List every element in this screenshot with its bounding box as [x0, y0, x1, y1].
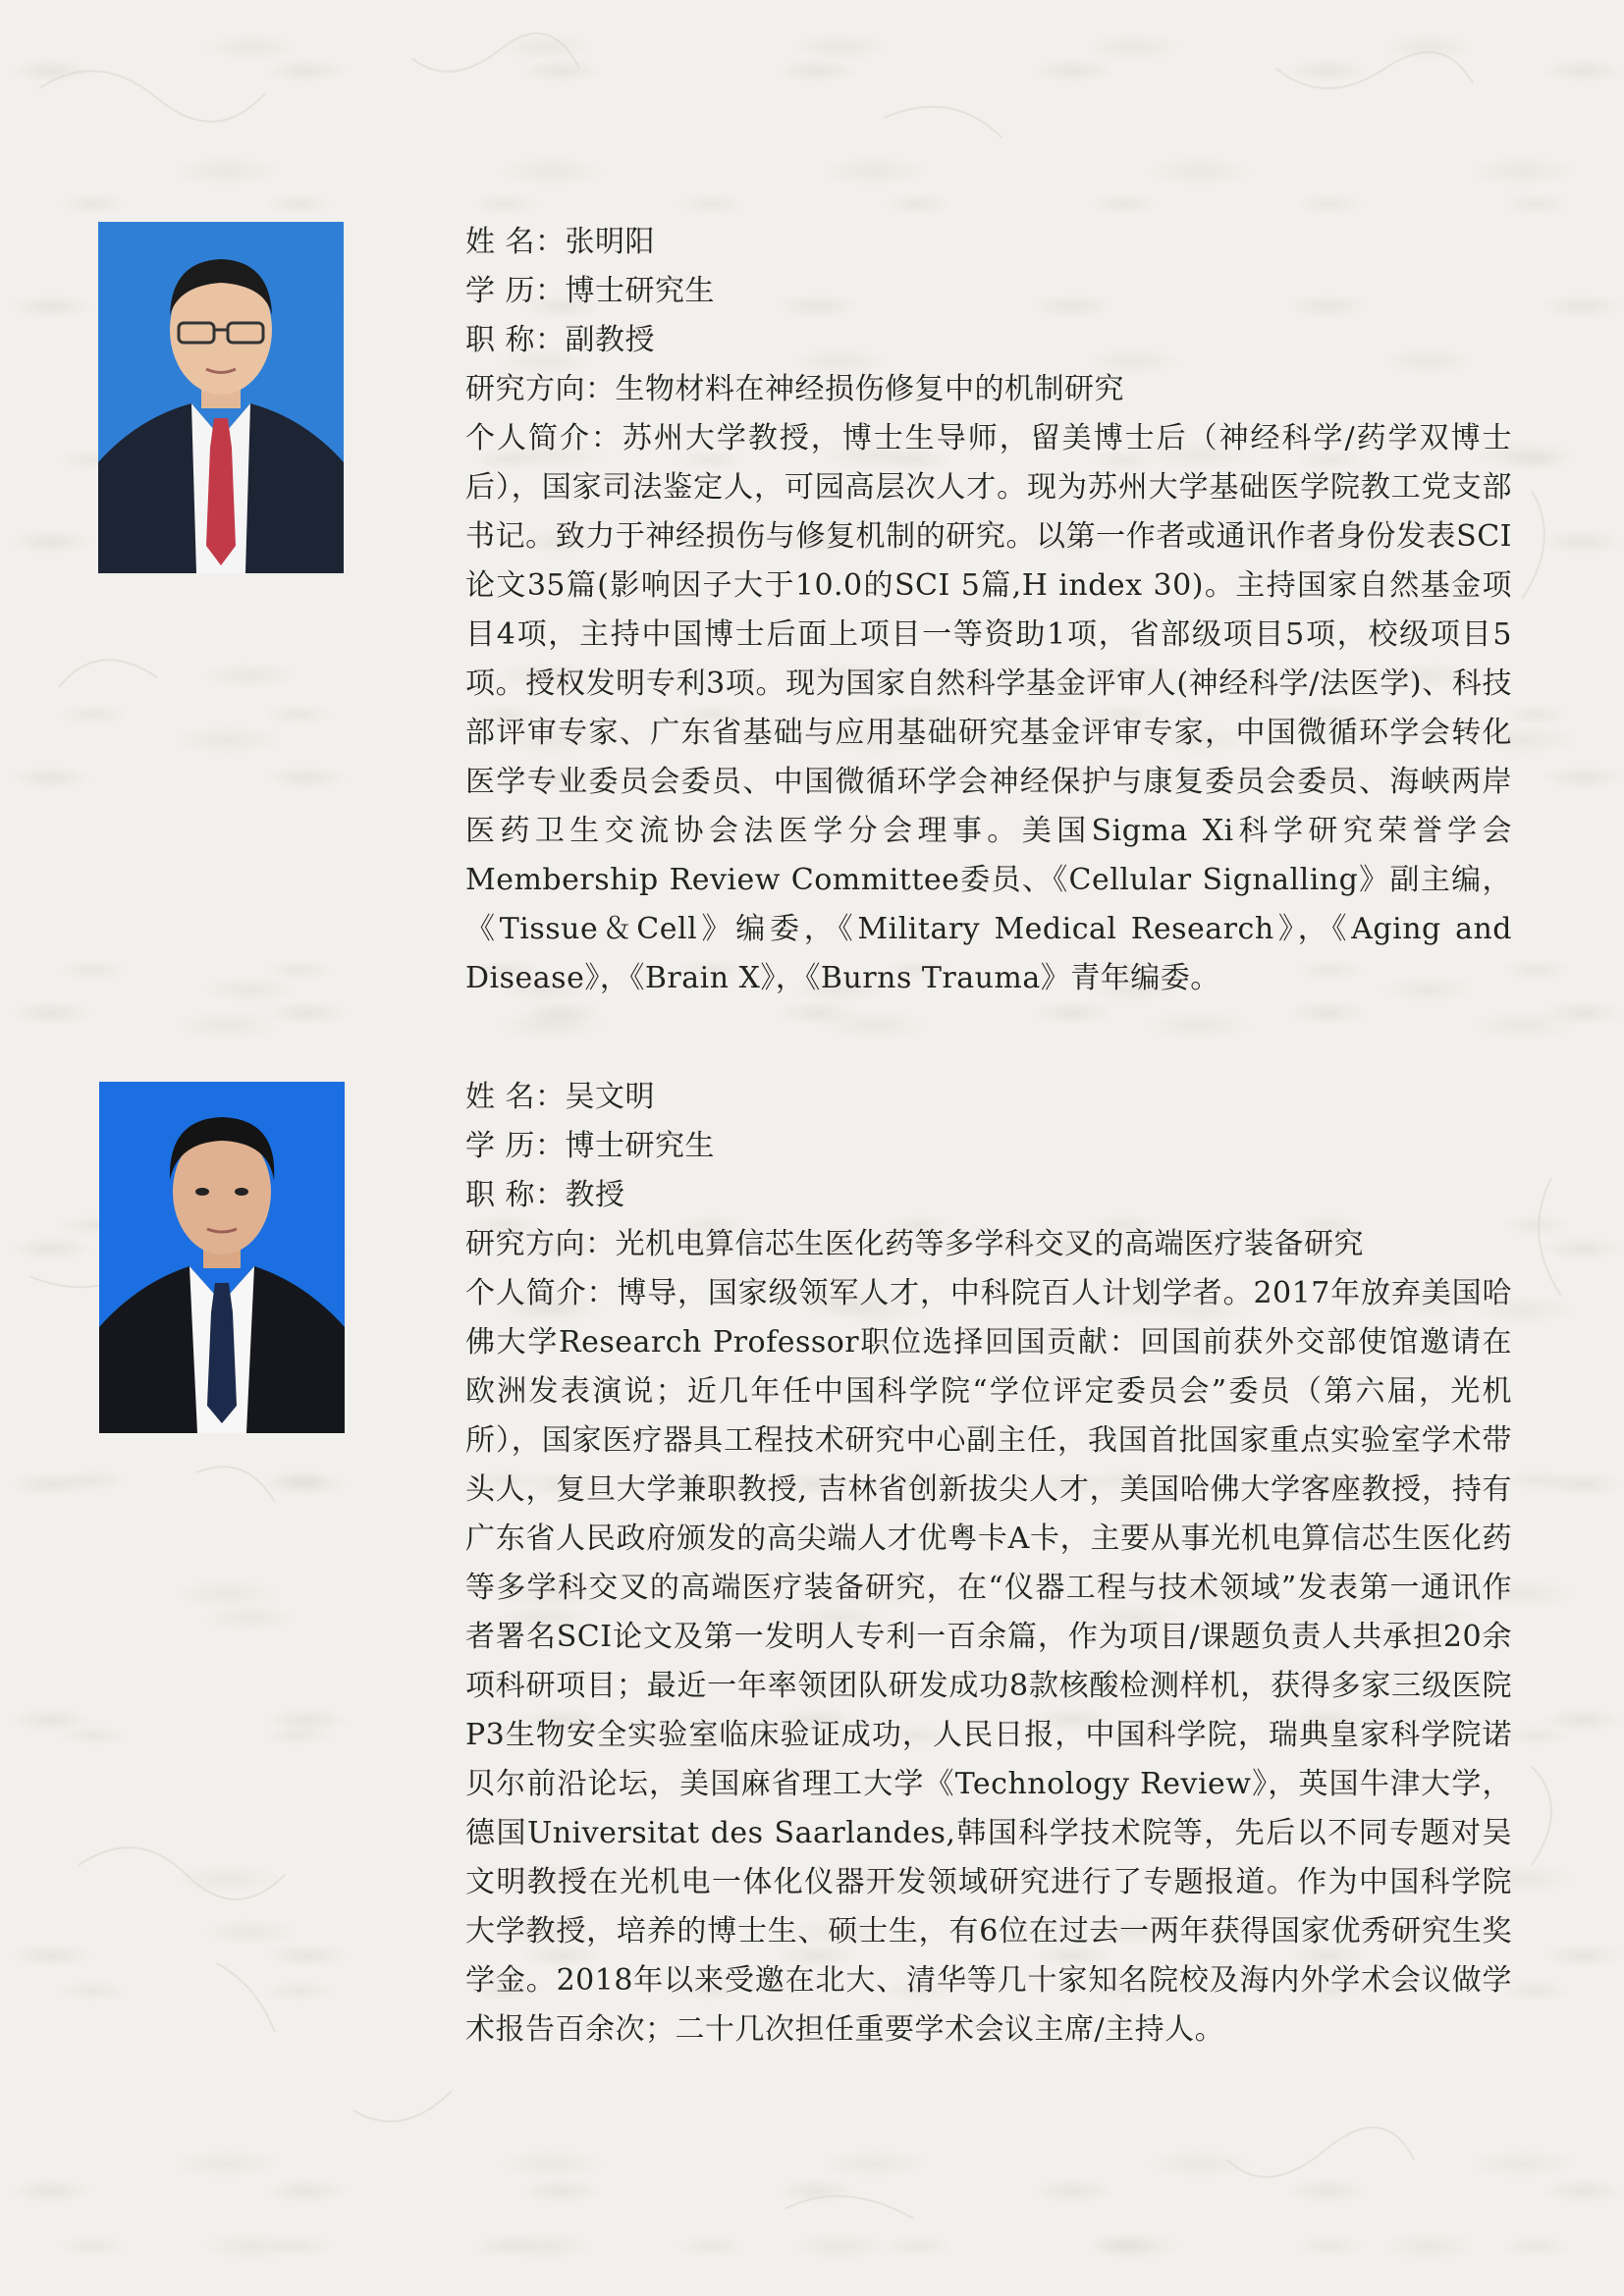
portrait-photo	[99, 1082, 345, 1433]
profile-bio	[465, 1073, 1512, 2055]
research-row	[465, 1220, 1512, 1269]
intro-row	[465, 1269, 1512, 2055]
research-value: 光机电算信芯生医化药等多学科交叉的高端医疗装备研究	[615, 1227, 1364, 1261]
research-row	[465, 365, 1512, 414]
education-row	[465, 1122, 1512, 1171]
title-value: 副教授	[565, 323, 656, 357]
intro-value: 苏州大学教授，博士生导师，留美博士后（神经科学/药学双博士后），国家司法鉴定人，可园高层次人才。现为苏州大学基础医学院教工党支部书记。致力于神经损伤与修复机制的研究。以第一作者或通讯作者身份发表SCI论文35篇(影响因子大于10.0的SCI 5篇,H index 30)。主持国家自然基金项目4项，主持中国博士后面上项目一等资助1项，省部级项目5项，校级项目5项。授权发明专利3项。现为国家自然科学基金评审人(神经科学/法医学)、科技部评审专家、广东省基础与应用基础研究基金评审专家，中国微循环学会转化医学专业委员会委员、中国微循环学会神经保护与康复委员会委员、海峡两岸医药卫生交流协会法医学分会理事。美国Sigma Xi科学研究荣誉学会Membership Review Committee委员、《Cellular Signalling》副主编，《Tissue＆Cell》编委，《Military Medical Research》，《Aging and Disease》，《Brain X》，《Burns Trauma》青年编委。	[465, 421, 1513, 995]
education-value: 博士研究生	[565, 274, 716, 308]
title-row	[465, 316, 1512, 365]
intro-label: 个人简介：	[465, 421, 623, 455]
research-value: 生物材料在神经损伤修复中的机制研究	[615, 372, 1124, 406]
education-row	[465, 267, 1512, 316]
name-row	[465, 218, 1512, 267]
name-label: 姓 名：	[465, 225, 566, 259]
research-label: 研究方向：	[465, 1227, 616, 1261]
intro-value: 博导，国家级领军人才，中科院百人计划学者。2017年放弃美国哈佛大学Research Professor职位选择回国贡献：回国前获外交部使馆邀请在欧洲发表演说；近几年任中国科学院“学位评定委员会”委员（第六届，光机所），国家医疗器具工程技术研究中心副主任，我国首批国家重点实验室学术带头人，复旦大学兼职教授, 吉林省创新拔尖人才，美国哈佛大学客座教授，持有广东省人民政府颁发的高尖端人才优粤卡A卡，主要从事光机电算信芯生医化药等多学科交叉的高端医疗装备研究，在“仪器工程与技术领域”发表第一通讯作者署名SCI论文及第一发明人专利一百余篇，作为项目/课题负责人共承担20余项科研项目；最近一年率领团队研发成功8款核酸检测样机，获得多家三级医院P3生物安全实验室临床验证成功，人民日报，中国科学院，瑞典皇家科学院诺贝尔前沿论坛，美国麻省理工大学《Technology Review》，英国牛津大学，德国Universitat des Saarlandes,韩国科学技术院等，先后以不同专题对吴文明教授在光机电一体化仪器开发领域研究进行了专题报道。作为中国科学院大学教授，培养的博士生、硕士生，有6位在过去一两年获得国家优秀研究生奖学金。2018年以来受邀在北大、清华等几十家知名院校及海内外学术会议做学术报告百余次；二十几次担任重要学术会议主席/主持人。	[465, 1276, 1512, 2047]
portrait-photo	[98, 222, 344, 573]
intro-label: 个人简介：	[465, 1276, 618, 1310]
education-label: 学 历：	[465, 1129, 566, 1163]
intro-row	[465, 414, 1512, 1003]
title-label: 职 称：	[465, 1178, 566, 1212]
education-value: 博士研究生	[565, 1129, 716, 1163]
title-row	[465, 1171, 1512, 1220]
name-label: 姓 名：	[465, 1080, 566, 1114]
title-label: 职 称：	[465, 323, 566, 357]
title-value: 教授	[565, 1178, 625, 1212]
education-label: 学 历：	[465, 274, 566, 308]
research-label: 研究方向：	[465, 372, 616, 406]
name-row	[465, 1073, 1512, 1122]
profile-bio	[465, 218, 1512, 1003]
name-value: 张明阳	[565, 225, 656, 259]
name-value: 吴文明	[565, 1080, 656, 1114]
